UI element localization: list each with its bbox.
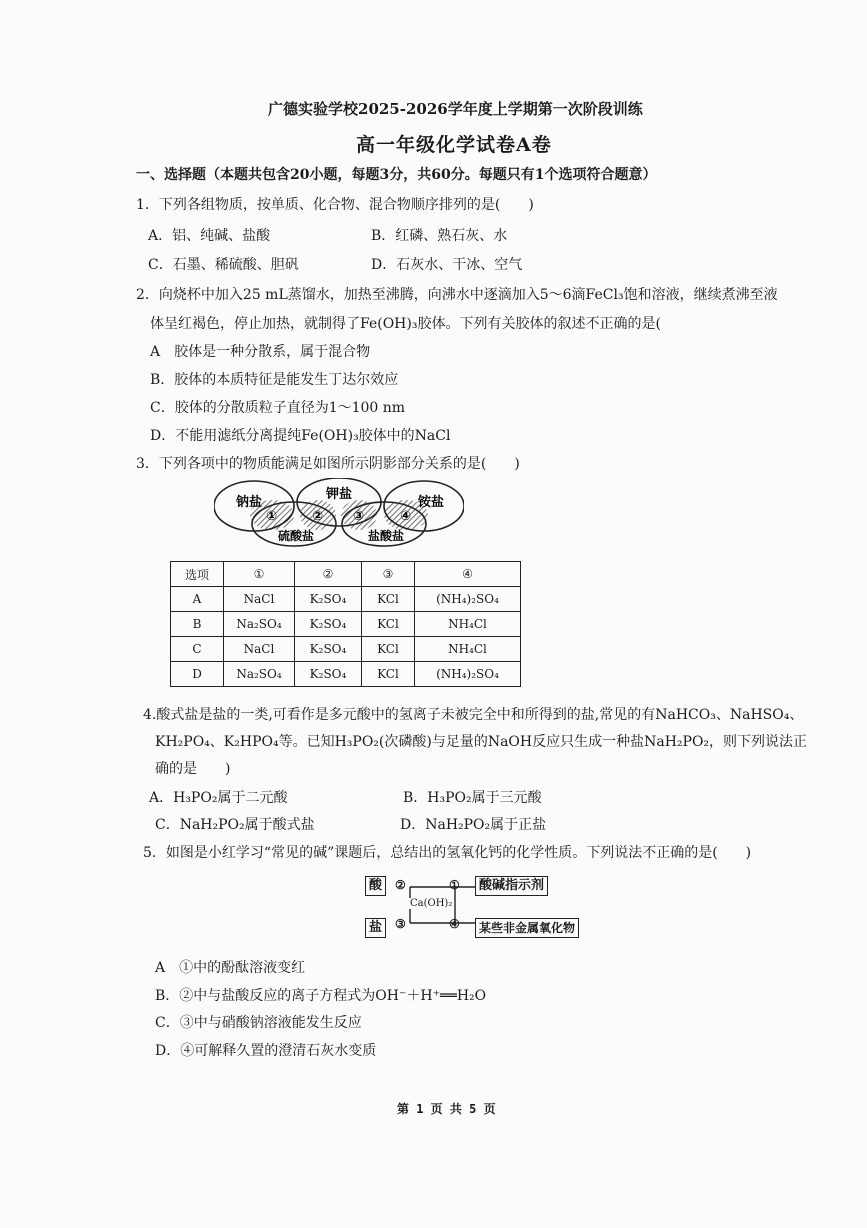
q5-stem: 5．如图是小红学习“常见的碱”课题后，总结出的氢氧化钙的化学性质。下列说法不正确的是( ) bbox=[143, 845, 752, 861]
venn-region-2: ② bbox=[312, 509, 324, 524]
q1-stem: 1．下列各组物质，按单质、化合物、混合物顺序排列的是( ) bbox=[136, 197, 534, 213]
diagram-indicator-box: 酸碱指示剂 bbox=[475, 876, 548, 896]
table-cell: K₂SO₄ bbox=[295, 637, 362, 662]
venn-region-4: ④ bbox=[400, 509, 412, 524]
table-header-row bbox=[171, 562, 521, 587]
table-header-cell: 选项 bbox=[171, 562, 224, 587]
table-cell: NaCl bbox=[224, 587, 295, 612]
table-row bbox=[171, 637, 521, 662]
table-cell: KCl bbox=[362, 612, 415, 637]
table-cell: A bbox=[171, 587, 224, 612]
caoh2-diagram bbox=[365, 872, 576, 940]
table-header-cell: ④ bbox=[415, 562, 521, 587]
table-header-cell: ③ bbox=[362, 562, 415, 587]
q1-option-d: D．石灰水、干冰、空气 bbox=[371, 257, 523, 273]
venn-label-k: 钾盐 bbox=[326, 487, 353, 502]
q2-stem-line1: 2．向烧杯中加入25 mL蒸馏水，加热至沸腾，向沸水中逐滴加入5～6滴FeCl₃饱和溶液，继续煮沸至液 bbox=[136, 287, 778, 303]
q3-answer-table bbox=[170, 561, 521, 687]
table-cell: Na₂SO₄ bbox=[224, 612, 295, 637]
page-number: 第 1 页 共 5 页 bbox=[397, 1102, 496, 1116]
q5-option-d: D．④可解释久置的澄清石灰水变质 bbox=[155, 1043, 377, 1059]
table-row bbox=[171, 662, 521, 687]
q1-option-c: C．石墨、稀硫酸、胆矾 bbox=[148, 257, 299, 273]
q5-option-c: C．③中与硝酸钠溶液能发生反应 bbox=[155, 1015, 362, 1031]
venn-label-chloride: 盐酸盐 bbox=[368, 529, 405, 543]
venn-region-1: ① bbox=[266, 509, 278, 524]
diagram-salt-box: 盐 bbox=[365, 918, 386, 938]
diagram-num-3: ③ bbox=[395, 917, 406, 931]
q4-stem-line1: 4.酸式盐是盐的一类,可看作是多元酸中的氢离子未被完全中和所得到的盐,常见的有NaHCO₃、NaHSO₄、 bbox=[143, 707, 804, 723]
table-cell: K₂SO₄ bbox=[295, 612, 362, 637]
q4-option-c: C．NaH₂PO₂属于酸式盐 bbox=[155, 817, 315, 833]
venn-label-nh4: 铵盐 bbox=[418, 495, 445, 510]
table-cell: NaCl bbox=[224, 637, 295, 662]
table-cell: B bbox=[171, 612, 224, 637]
q5-option-b: B．②中与盐酸反应的离子方程式为OH⁻＋H⁺══H₂O bbox=[155, 988, 487, 1004]
table-cell: (NH₄)₂SO₄ bbox=[415, 587, 521, 612]
q3-stem: 3．下列各项中的物质能满足如图所示阴影部分关系的是( ) bbox=[136, 456, 520, 472]
page-title: 高一年级化学试卷A卷 bbox=[356, 134, 552, 156]
table-cell: D bbox=[171, 662, 224, 687]
q4-option-d: D．NaH₂PO₂属于正盐 bbox=[400, 817, 547, 833]
diagram-num-2: ② bbox=[395, 878, 406, 892]
table-cell: KCl bbox=[362, 637, 415, 662]
table-cell: Na₂SO₄ bbox=[224, 662, 295, 687]
table-row bbox=[171, 587, 521, 612]
diagram-oxide-box: 某些非金属氧化物 bbox=[475, 918, 579, 938]
venn-diagram bbox=[214, 478, 464, 550]
table-cell: NH₄Cl bbox=[415, 612, 521, 637]
table-cell: C bbox=[171, 637, 224, 662]
venn-region-3: ③ bbox=[353, 509, 365, 524]
q4-option-b: B．H₃PO₂属于三元酸 bbox=[403, 790, 542, 806]
venn-label-na: 钠盐 bbox=[236, 495, 263, 510]
q1-option-a: A．铝、纯碱、盐酸 bbox=[148, 228, 271, 244]
school-line: 广德实验学校2025-2026学年度上学期第一次阶段训练 bbox=[268, 100, 643, 118]
q4-option-a: A．H₃PO₂属于二元酸 bbox=[149, 790, 288, 806]
q2-option-c: C．胶体的分散质粒子直径为1～100 nm bbox=[150, 400, 406, 416]
table-cell: KCl bbox=[362, 587, 415, 612]
diagram-num-1: ① bbox=[449, 878, 460, 892]
table-header-cell: ① bbox=[224, 562, 295, 587]
table-cell: (NH₄)₂SO₄ bbox=[415, 662, 521, 687]
diagram-center-caoh2: Ca(OH)₂ bbox=[410, 898, 453, 909]
diagram-acid-box: 酸 bbox=[365, 876, 386, 896]
diagram-num-4: ④ bbox=[449, 917, 460, 931]
q4-stem-line3: 确的是 ) bbox=[155, 761, 231, 777]
table-header-cell: ② bbox=[295, 562, 362, 587]
table-cell: NH₄Cl bbox=[415, 637, 521, 662]
table-cell: K₂SO₄ bbox=[295, 662, 362, 687]
table-row bbox=[171, 612, 521, 637]
q4-stem-line2: KH₂PO₄、K₂HPO₄等。已知H₃PO₂(次磷酸)与足量的NaOH反应只生成一种盐NaH₂PO₂，则下列说法正 bbox=[155, 734, 808, 750]
q2-option-a: A 胶体是一种分散系，属于混合物 bbox=[150, 344, 371, 360]
section-heading: 一、选择题（本题共包含20小题，每题3分，共60分。每题只有1个选项符合题意） bbox=[136, 167, 657, 183]
q1-option-b: B．红磷、熟石灰、水 bbox=[371, 228, 508, 244]
q2-stem-line2: 体呈红褐色，停止加热，就制得了Fe(OH)₃胶体。下列有关胶体的叙述不正确的是( bbox=[150, 316, 661, 332]
table-cell: KCl bbox=[362, 662, 415, 687]
venn-label-sulfate: 硫酸盐 bbox=[278, 529, 315, 543]
q2-option-d: D．不能用滤纸分离提纯Fe(OH)₃胶体中的NaCl bbox=[150, 428, 451, 444]
q2-option-b: B．胶体的本质特征是能发生丁达尔效应 bbox=[150, 372, 399, 388]
q5-option-a: A ①中的酚酞溶液变红 bbox=[155, 960, 306, 976]
table-cell: K₂SO₄ bbox=[295, 587, 362, 612]
